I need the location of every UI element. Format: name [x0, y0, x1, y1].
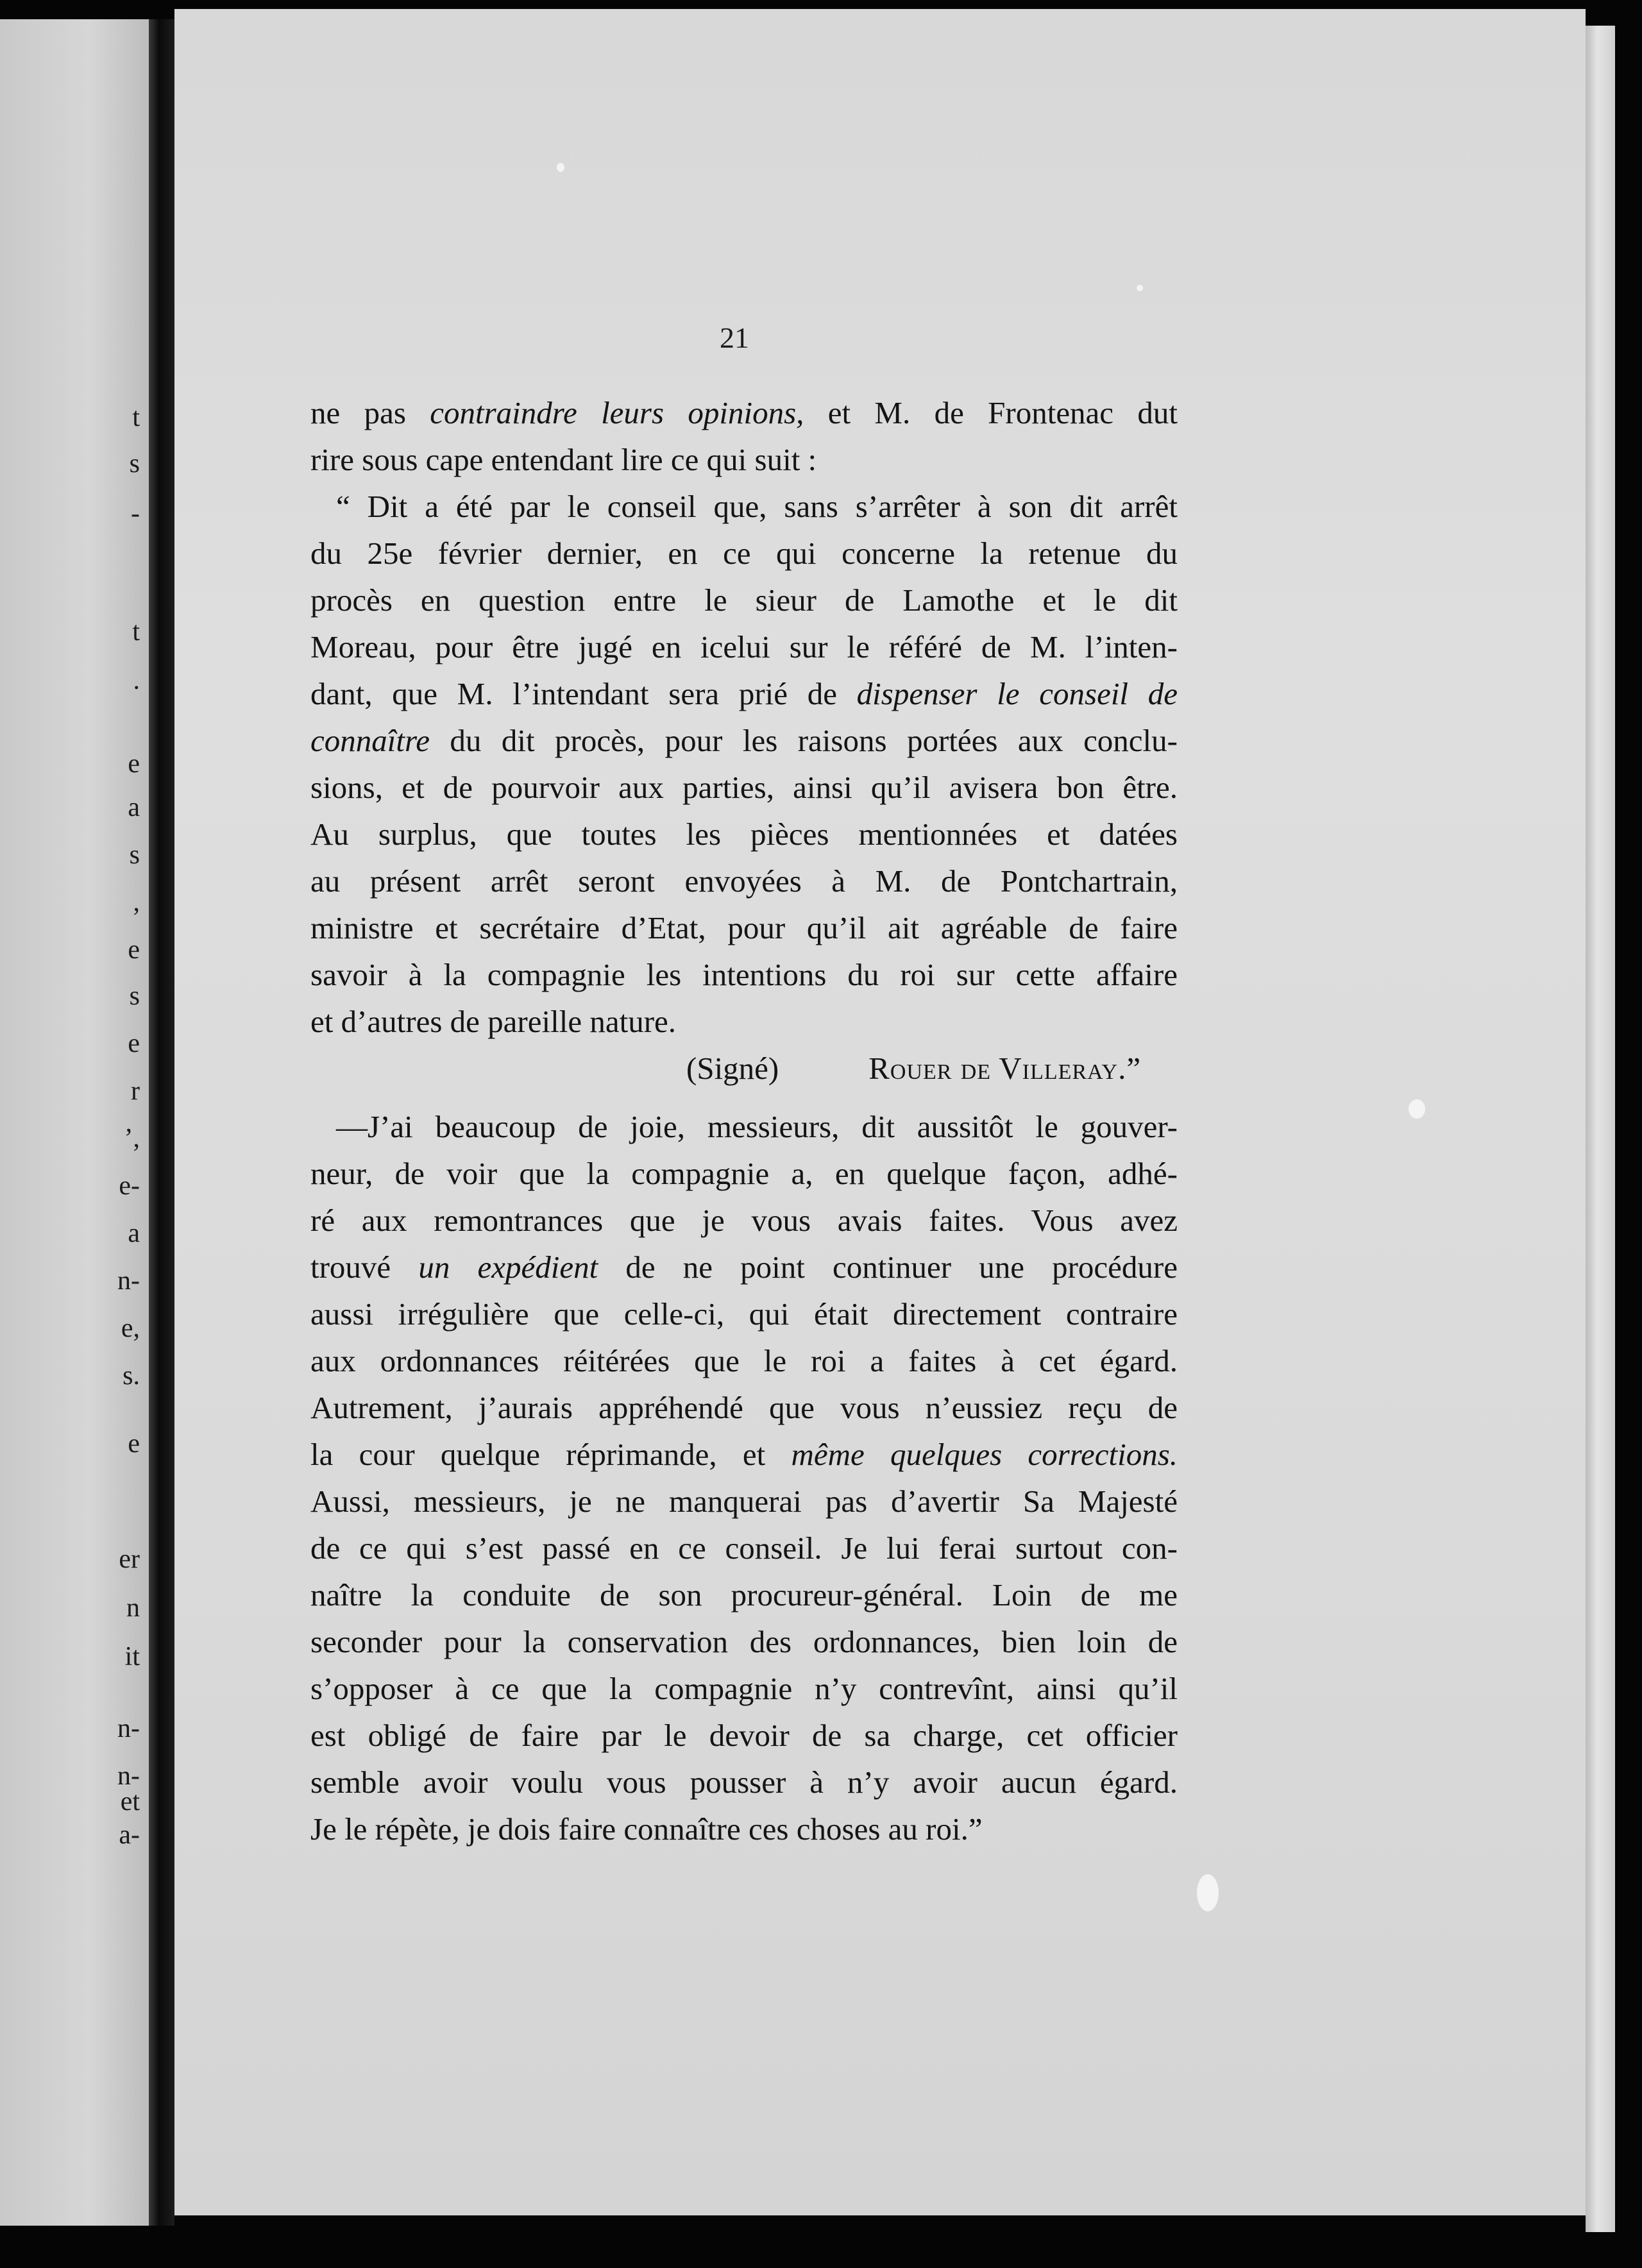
text-line: Je le répète, je dois faire connaître ces choses au roi.”: [310, 1811, 983, 1847]
left-fragment: t: [132, 403, 140, 432]
body-text: [310, 389, 1178, 1852]
signature-line: [310, 1045, 1178, 1092]
text-line: Aussi, messieurs, je ne manquerai pas d’avertir Sa Majesté: [310, 1484, 1178, 1519]
left-fragment: er: [119, 1544, 140, 1574]
text-line: Moreau, pour être jugé en icelui sur le référé de M. l’inten-: [310, 629, 1178, 664]
text-line: savoir à la compagnie les intentions du roi sur cette affaire: [310, 957, 1178, 992]
text-line: ne pas contraindre leurs opinions, et M. de Frontenac dut: [310, 395, 1178, 430]
signature-label: (Signé): [686, 1051, 779, 1086]
text-line: rire sous cape entendant lire ce qui suit :: [310, 442, 817, 477]
text-line: aussi irrégulière que celle-ci, qui était directement contraire: [310, 1296, 1178, 1332]
left-fragment: a: [128, 1219, 140, 1248]
left-fragment: a: [128, 793, 140, 822]
left-fragment: s: [129, 981, 140, 1011]
text-line: est obligé de faire par le devoir de sa charge, cet officier: [310, 1718, 1178, 1753]
left-fragment: e: [128, 935, 140, 965]
text-line: ré aux remontrances que je vous avais faites. Vous avez: [310, 1203, 1178, 1238]
left-fragment: e-: [119, 1171, 140, 1201]
left-page-text-fragments: [0, 19, 149, 2226]
text-line: s’opposer à ce que la compagnie n’y contrevînt, ainsi qu’il: [310, 1671, 1178, 1706]
text-line: sions, et de pourvoir aux parties, ainsi qu’il avisera bon être.: [310, 770, 1178, 805]
left-fragment: e: [128, 1429, 140, 1459]
text-line: seconder pour la conservation des ordonnances, bien loin de: [310, 1624, 1178, 1659]
left-fragment: et: [120, 1787, 140, 1816]
text-line: et d’autres de pareille nature.: [310, 1004, 677, 1039]
text-line: naître la conduite de son procureur-général. Loin de me: [310, 1577, 1178, 1612]
text-line: Au surplus, que toutes les pièces mentionnées et datées: [310, 817, 1178, 852]
text-line: procès en question entre le sieur de Lamothe et le dit: [310, 582, 1178, 618]
text-line: —J’ai beaucoup de joie, messieurs, dit aussitôt le gouver-: [336, 1109, 1178, 1144]
text-line: connaître du dit procès, pour les raisons portées aux conclu-: [310, 723, 1178, 758]
signature-name: Rouer de Villeray.”: [868, 1051, 1142, 1086]
paper-speck: [1137, 285, 1143, 291]
left-page-edge: [0, 19, 149, 2226]
text-line: ministre et secrétaire d’Etat, pour qu’il ait agréable de faire: [310, 910, 1178, 945]
left-fragment: it: [124, 1642, 140, 1671]
text-line: Autrement, j’aurais appréhendé que vous n’eussiez reçu de: [310, 1390, 1178, 1425]
left-fragment: .: [133, 666, 140, 695]
text-line: aux ordonnances réitérées que le roi a faites à cet égard.: [310, 1343, 1178, 1378]
left-fragment: e,: [121, 1314, 140, 1343]
text-line: du 25e février dernier, en ce qui concerne la retenue du: [310, 536, 1178, 571]
text-line: de ce qui s’est passé en ce conseil. Je lui ferai surtout con-: [310, 1530, 1178, 1566]
left-fragment: s.: [123, 1361, 140, 1391]
left-fragment: s: [129, 449, 140, 478]
paper-speck: [557, 163, 564, 172]
left-fragment: t: [132, 617, 140, 647]
left-fragment: n: [126, 1593, 140, 1623]
text-line: la cour quelque réprimande, et même quelques corrections.: [310, 1437, 1178, 1472]
left-fragment: n-: [117, 1761, 140, 1791]
left-fragment: a-: [119, 1820, 140, 1850]
text-line: trouvé un expédient de ne point continuer une procédure: [310, 1249, 1178, 1285]
right-page-edge: [1586, 26, 1615, 2232]
left-fragment: s: [129, 840, 140, 870]
left-fragment: e: [128, 749, 140, 779]
left-fragment: r: [131, 1076, 140, 1106]
paper-speck: [1197, 1874, 1219, 1911]
page-number: 21: [720, 321, 749, 354]
text-line: semble avoir voulu vous pousser à n’y avoir aucun égard.: [310, 1764, 1178, 1800]
text-line: “ Dit a été par le conseil que, sans s’arrêter à son dit arrêt: [336, 489, 1178, 524]
text-line: neur, de voir que la compagnie a, en quelque façon, adhé-: [310, 1156, 1178, 1191]
text-line: au présent arrêt seront envoyées à M. de Pontchartrain,: [310, 863, 1178, 899]
left-fragment: e: [128, 1029, 140, 1058]
text-line: dant, que M. l’intendant sera prié de dispenser le conseil de: [310, 676, 1178, 711]
left-fragment: n-: [117, 1714, 140, 1743]
book-gutter: [149, 19, 174, 2226]
left-fragment: ’,: [124, 1124, 140, 1153]
left-fragment: n-: [117, 1266, 140, 1296]
left-fragment: ,: [133, 888, 140, 917]
paper-speck: [1409, 1099, 1425, 1119]
left-fragment: -: [131, 499, 140, 529]
